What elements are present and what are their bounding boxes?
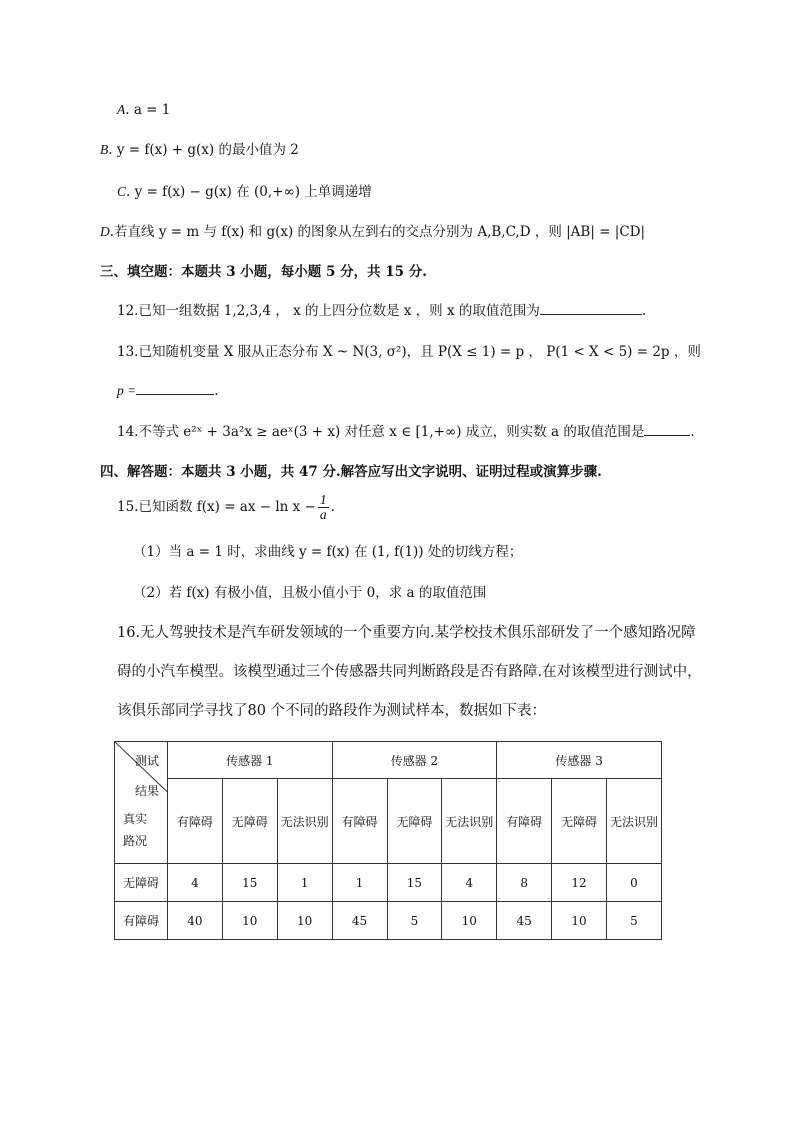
table-cell: 5 bbox=[607, 902, 662, 940]
sensor-header-2: 传感器 2 bbox=[332, 742, 497, 779]
q13-cont bbox=[117, 382, 219, 400]
q13-p-label: p = bbox=[117, 383, 137, 398]
q12-answer-blank[interactable] bbox=[540, 302, 642, 315]
subheader-cell: 无法识别 bbox=[607, 779, 662, 864]
section4-heading: 四、解答题：本题共 3 小题，共 47 分.解答应写出文字说明、证明过程或演算步骤. bbox=[100, 464, 602, 480]
subheader-cell: 无障碍 bbox=[222, 779, 277, 864]
corner-label-condition: 路况 bbox=[123, 834, 148, 848]
table-cell: 1 bbox=[277, 864, 332, 902]
option-c-text: . y = f(x) − g(x) 在 (0,+∞) 上单调递增 bbox=[126, 184, 372, 200]
q15-frac-num: 1 bbox=[319, 492, 327, 507]
table-row bbox=[115, 902, 662, 940]
subheader-cell: 无法识别 bbox=[277, 779, 332, 864]
q15-part2: （2）若 f(x) 有极小值，且极小值小于 0，求 a 的取值范围 bbox=[133, 585, 487, 601]
option-d-letter: D bbox=[100, 224, 110, 239]
option-d bbox=[100, 223, 645, 241]
option-d-text: .若直线 y = m 与 f(x) 和 g(x) 的图象从左到右的交点分别为 A,B,C,D ，则 |AB| = |CD| bbox=[109, 224, 646, 240]
table-cell: 8 bbox=[497, 864, 552, 902]
option-c bbox=[117, 183, 372, 201]
table-cell: 45 bbox=[497, 902, 552, 940]
table-cell: 15 bbox=[387, 864, 442, 902]
table-cell: 1 bbox=[332, 864, 387, 902]
row-label-obstacle: 有障碍 bbox=[115, 902, 168, 940]
table-cell: 10 bbox=[222, 902, 277, 940]
q16-line2: 碍的小汽车模型。该模型通过三个传感器共同判断路段是否有路障.在对该模型进行测试中， bbox=[117, 664, 702, 680]
q13-answer-blank[interactable] bbox=[136, 382, 214, 395]
q14-end: . bbox=[690, 424, 695, 440]
subheader-cell: 有障碍 bbox=[332, 779, 387, 864]
corner-label-road bbox=[123, 808, 147, 852]
option-b-letter: B bbox=[100, 142, 109, 157]
row-label-no-obstacle: 无障碍 bbox=[115, 864, 168, 902]
option-b bbox=[100, 141, 299, 159]
subheader-cell: 无障碍 bbox=[552, 779, 607, 864]
table-cell: 4 bbox=[442, 864, 497, 902]
corner-label-real: 真实 bbox=[123, 812, 148, 826]
subheader-cell: 有障碍 bbox=[168, 779, 223, 864]
table-row bbox=[115, 864, 662, 902]
option-c-letter: C bbox=[117, 184, 127, 199]
section3-heading: 三、填空题：本题共 3 小题，每小题 5 分，共 15 分. bbox=[100, 264, 427, 280]
table-cell: 15 bbox=[222, 864, 277, 902]
subheader-cell: 无障碍 bbox=[387, 779, 442, 864]
table-cell: 5 bbox=[387, 902, 442, 940]
q13-text: 13.已知随机变量 X 服从正态分布 X ~ N(3, σ²)，且 P(X ≤ 1) = p ， P(1 < X < 5) = 2p ，则 bbox=[117, 344, 701, 360]
q15 bbox=[117, 492, 335, 522]
q12 bbox=[117, 302, 646, 320]
sensor-test-table bbox=[114, 741, 662, 940]
q12-text: 12.已知一组数据 1,2,3,4 ， x 的上四分位数是 x ，则 x 的取值范围为 bbox=[117, 303, 540, 319]
table-cell: 10 bbox=[277, 902, 332, 940]
option-a bbox=[117, 101, 170, 119]
q15-part1: （1）当 a = 1 时，求曲线 y = f(x) 在 (1, f(1)) 处的切线方程； bbox=[133, 544, 523, 560]
corner-label-test: 测试 bbox=[134, 754, 159, 768]
table-cell: 45 bbox=[332, 902, 387, 940]
table-cell: 10 bbox=[442, 902, 497, 940]
sensor-header-3: 传感器 3 bbox=[497, 742, 662, 779]
q15-intro: 15.已知函数 f(x) = ax − ln x − bbox=[117, 499, 316, 515]
corner-label-result: 结果 bbox=[134, 784, 159, 798]
q15-fraction bbox=[318, 493, 329, 522]
q16-line3: 该俱乐部同学寻找了80 个不同的路段作为测试样本，数据如下表： bbox=[117, 703, 547, 719]
subheader-cell: 无法识别 bbox=[442, 779, 497, 864]
q15-frac-den: a bbox=[319, 507, 327, 522]
option-a-letter: A bbox=[117, 102, 126, 117]
table-cell: 12 bbox=[552, 864, 607, 902]
table-corner-cell bbox=[115, 742, 168, 864]
subheader-cell: 有障碍 bbox=[497, 779, 552, 864]
table-cell: 40 bbox=[168, 902, 223, 940]
table-cell: 0 bbox=[607, 864, 662, 902]
sensor-header-1: 传感器 1 bbox=[168, 742, 333, 779]
option-b-text: . y = f(x) + g(x) 的最小值为 2 bbox=[108, 142, 299, 158]
q16-line1: 16.无人驾驶技术是汽车研发领域的一个重要方向.某学校技术俱乐部研发了一个感知路况障 bbox=[117, 625, 696, 641]
q14-text: 14.不等式 e²ˣ + 3a²x ≥ aeˣ(3 + x) 对任意 x ∈ [1,+∞) 成立，则实数 a 的取值范围是 bbox=[117, 424, 645, 440]
q13 bbox=[117, 343, 701, 361]
table-cell: 10 bbox=[552, 902, 607, 940]
q14-answer-blank[interactable] bbox=[644, 423, 690, 436]
option-a-text: . a = 1 bbox=[125, 102, 171, 118]
q15-end: . bbox=[330, 499, 335, 515]
table-cell: 4 bbox=[168, 864, 223, 902]
q13-end: . bbox=[214, 383, 219, 399]
q12-end: . bbox=[641, 303, 647, 319]
q14 bbox=[117, 423, 695, 441]
